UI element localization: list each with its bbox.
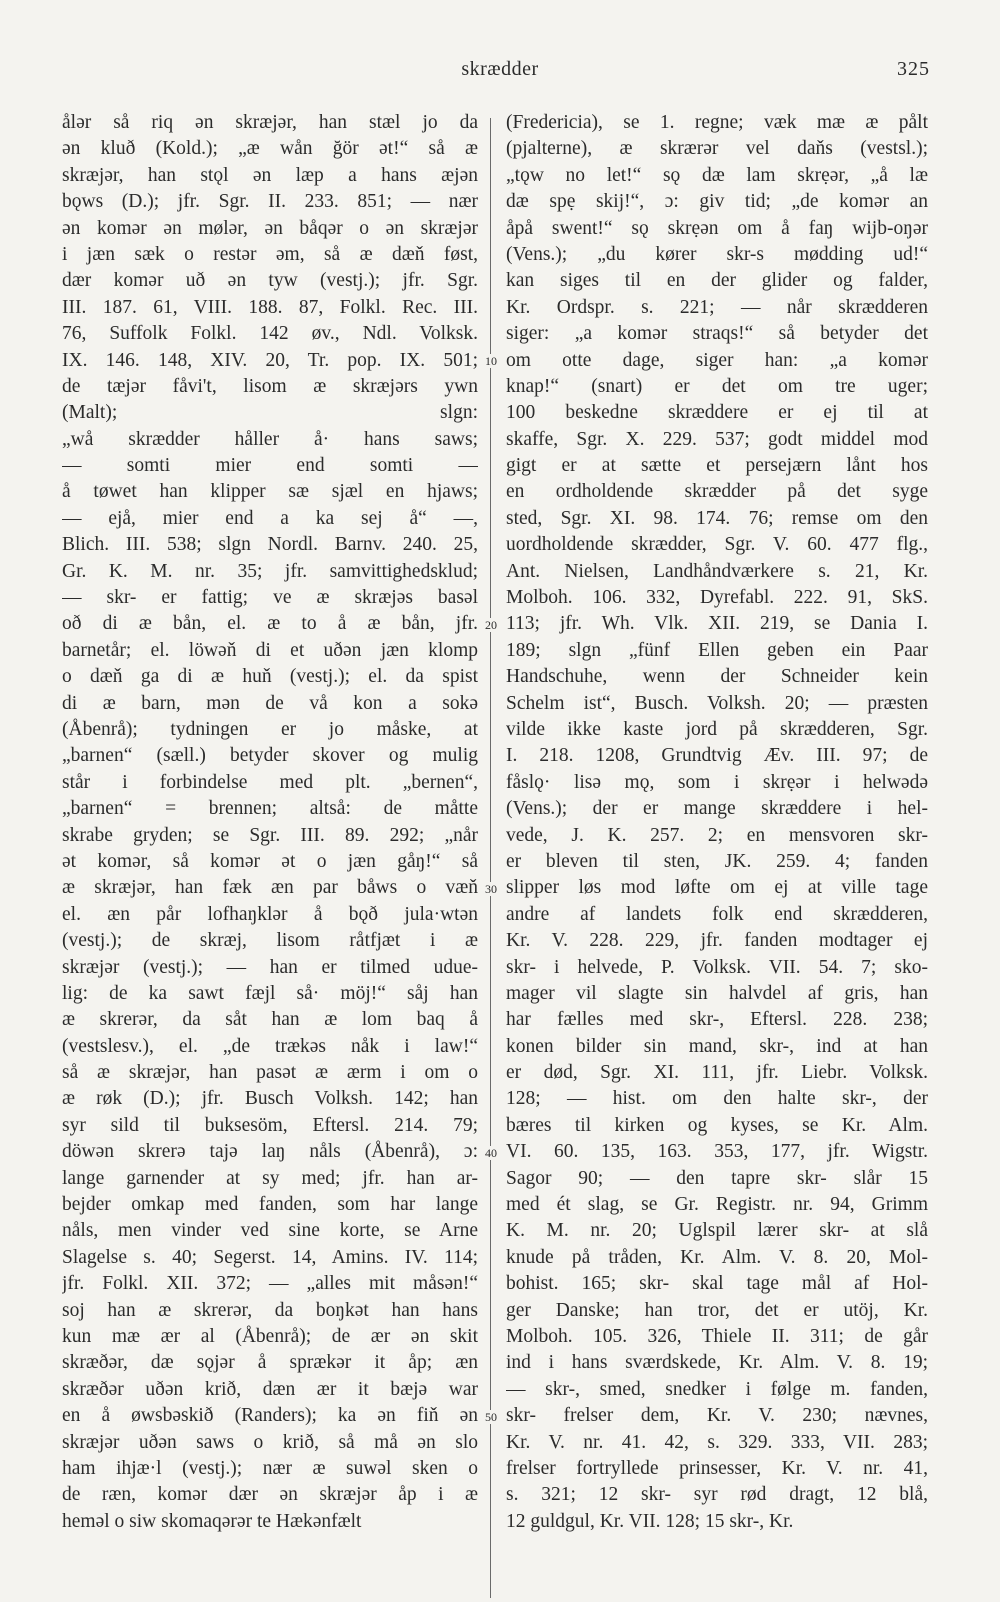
text-line: oð di æ bån, el. æ to å æ bån, jfr. [62,613,478,635]
text-line: „barnen“ = brennen; altså: de måtte [62,798,478,820]
text-line: lig: de ka sawt fæjl så· möj!“ såj han [62,982,478,1004]
text-line: o dæň ga di æ huň (vestj.); el. da spist [62,666,478,688]
text-line: ind i hans sværdskede, Kr. Alm. V. 8. 19; [506,1352,928,1374]
text-line: kan siges til en der glider og falder, [506,270,928,292]
text-line: frelser fortryllede prinsesser, Kr. V. nr. 41, [506,1457,928,1479]
text-line: en å øwsbəskið (Randers); ka ən fiň ən [62,1405,478,1427]
text-line: heməl o siw skomaqərər te Hækənfælt [62,1510,362,1532]
text-line: vilde ikke kaste jord på skrædderen, Sgr. [506,718,928,740]
text-line: kun mæ ær al (Åbenrå); de ær ən skit [62,1325,478,1347]
text-line: — skr-, smed, snedker i følge m. fanden, [506,1378,928,1400]
text-line: (Fredericia), se 1. regne; væk mæ æ pålt [506,112,928,133]
text-line: å tøwet han klipper sæ sjæl en hjaws; [62,481,478,503]
text-line: skaffe, Sgr. X. 229. 537; godt middel mod [506,428,928,450]
text-line: Molboh. 105. 326, Thiele II. 311; de går [506,1325,928,1347]
text-line: 12 guldgul, Kr. VII. 128; 15 skr-, Kr. [506,1510,794,1532]
text-line: bæres til kirken og kyses, se Kr. Alm. [506,1114,928,1136]
text-line: slipper løs mod løfte om ej at ville tage [506,877,928,899]
text-line: de tæjər fåvi't, lisom æ skræjərs ywn [62,375,478,397]
text-line: en ordholdende skrædder på det syge [506,481,928,503]
text-line: 113; jfr. Wh. Vlk. XII. 219, se Dania I. [506,613,928,635]
text-line: — ejå, mier end a ka sej å“ —, [62,507,478,529]
text-line: knude på tråden, Kr. Alm. V. 8. 20, Mol- [506,1246,928,1268]
text-line: — skr- er fattig; ve æ skræjəs basəl [62,587,478,609]
page-header [0,58,1000,88]
right-column [506,110,928,1535]
text-line: syr sild til buksesöm, Eftersl. 214. 79; [62,1114,478,1136]
text-line: bǫws (D.); jfr. Sgr. II. 233. 851; — nær [62,191,478,213]
text-line: IX. 146. 148, XIV. 20, Tr. pop. IX. 501; [62,349,478,371]
page-number: 325 [897,58,930,80]
text-line: soj han æ skrerər, da boŋkət han hans [62,1299,478,1321]
text-line: VI. 60. 135, 163. 353, 177, jfr. Wigstr. [506,1141,928,1163]
text-line: (Vens.); der er mange skræddere i hel- [506,798,928,820]
text-line: dær komər uð ən tyw (vestj.); jfr. Sgr. [62,270,478,292]
text-line: skræjər uðən saws o krið, så må ən slo [62,1431,478,1453]
text-line: barnetår; el. löwəň di et uðən jæn klomp [62,639,478,661]
text-line: „tǫw no let!“ sǫ dæ lam skrẹər, „å læ [506,164,928,186]
text-line: skr- frelser dem, Kr. V. 230; nævnes, [506,1405,928,1427]
text-line: (vestj.); de skræj, lisom råtfjæt i æ [62,930,478,952]
text-line: skr- i helvede, P. Volksk. VII. 54. 7; sko- [506,956,928,978]
text-line: mager vil slagte sin halvdel af gris, han [506,982,928,1004]
line-number: 10 [479,354,503,368]
text-line: el. æn pår lofhaŋklər å bǫð jula·wtən [62,903,478,925]
text-line: Blich. III. 538; slgn Nordl. Barnv. 240. 25, [62,534,478,556]
text-line: jfr. Folkl. XII. 372; — „alles mit måsən!“ [62,1273,478,1295]
running-head: skrædder [461,58,539,80]
text-line: Ant. Nielsen, Landhåndværkere s. 21, Kr. [506,560,928,582]
text-line: III. 187. 61, VIII. 188. 87, Folkl. Rec. III. [62,296,478,318]
text-line: Kr. Ordspr. s. 221; — når skrædderen [506,296,928,318]
text-line: K. M. nr. 20; Uglspil lærer skr- at slå [506,1220,928,1242]
text-line: döwən skrerə tajə laŋ nåls (Åbenrå), ɔ: [62,1141,478,1163]
text-line: (Malt); slgn: [62,402,478,424]
text-line: „wå skrædder håller å· hans saws; [62,428,478,450]
text-line: (Åbenrå); tydningen er jo måske, at [62,718,478,740]
text-line: om otte dage, siger han: „a komər [506,349,928,371]
text-line: vede, J. K. 257. 2; en mensvoren skr- [506,824,928,846]
line-number: 40 [479,1146,503,1160]
text-line: med ét slag, se Gr. Registr. nr. 94, Grimm [506,1194,928,1216]
left-column [62,110,478,1535]
text-line: står i forbindelse med plt. „bernen“, [62,771,478,793]
text-line: Kr. V. nr. 41. 42, s. 329. 333, VII. 283; [506,1431,928,1453]
text-line: s. 321; 12 skr- syr rød dragt, 12 blå, [506,1484,928,1506]
line-number: 50 [479,1410,503,1424]
text-line: æ røk (D.); jfr. Busch Volksh. 142; han [62,1088,478,1110]
text-line: skræjər, han stǫl ən læp a hans æjən [62,164,478,186]
text-line: konen bilder sin mand, skr-, ind at han [506,1035,928,1057]
text-line: Handschuhe, wenn der Schneider kein [506,666,928,688]
text-line: skræðər uðən krið, dæn ær it bæjə war [62,1378,478,1400]
text-line: Gr. K. M. nr. 35; jfr. samvittighedsklud; [62,560,478,582]
text-line: skræðər, dæ sǫjər å sprækər it åp; æn [62,1352,478,1374]
text-line: skræjər (vestj.); — han er tilmed udue- [62,956,478,978]
line-number: 30 [479,882,503,896]
text-line: (pjalterne), æ skrærər vel daňs (vestsl.); [506,138,928,160]
text-line: har fælles med skr-, Eftersl. 228. 238; [506,1009,928,1031]
line-number: 20 [479,618,503,632]
text-line: æ skræjər, han fæk æn par båws o væň [62,877,478,899]
text-line: gigt er at sætte et persejærn lånt hos [506,455,928,477]
text-line: åpå swent!“ sǫ skrẹən om å faŋ wijb-oŋər [506,217,928,239]
text-line: ger Danske; han tror, det er utöj, Kr. [506,1299,928,1321]
text-line: æ skrerər, da såt han æ lom baq å [62,1009,478,1031]
text-line: bejder omkap med fanden, som har lange [62,1194,478,1216]
text-line: ålər så riq ən skræjər, han stæl jo da [62,112,478,133]
text-line: I. 218. 1208, Grundtvig Æv. III. 97; de [506,745,928,767]
text-line: ət komər, så komər ət o jæn gåŋ!“ så [62,850,478,872]
text-line: 189; slgn „fünf Ellen geben ein Paar [506,639,928,661]
text-line: er død, Sgr. XI. 111, jfr. Liebr. Volksk. [506,1062,928,1084]
text-line: knap!“ (snart) er det om tre uger; [506,375,928,397]
text-line: (Vens.); „du kører skr-s mødding ud!“ [506,243,928,265]
text-line: 100 beskedne skræddere er ej til at [506,402,928,424]
text-line: Molboh. 106. 332, Dyrefabl. 222. 91, SkS. [506,587,928,609]
text-line: uordholdende skrædder, Sgr. V. 60. 477 flg., [506,534,928,556]
text-line: andre af landets folk end skrædderen, [506,903,928,925]
column-divider [490,118,491,1598]
text-line: i jæn sæk o restər əm, så æ dæň føst, [62,243,478,265]
text-line: — somti mier end somti — [62,455,478,477]
text-line: 128; — hist. om den halte skr-, der [506,1088,928,1110]
text-line: 76, Suffolk Folkl. 142 øv., Ndl. Volksk. [62,323,478,345]
text-line: (vestslesv.), el. „de trækəs nåk i law!“ [62,1035,478,1057]
text-line: Slagelse s. 40; Segerst. 14, Amins. IV. 114; [62,1246,478,1268]
text-line: sted, Sgr. XI. 98. 174. 76; remse om den [506,507,928,529]
text-line: di æ barn, mən de vå kon a sokə [62,692,478,714]
text-line: dæ spẹ skij!“, ɔ: giv tid; „de komər an [506,191,928,213]
text-line: Schelm ist“, Busch. Volksh. 20; — præsten [506,692,928,714]
text-line: ham ihjæ·l (vestj.); nær æ suwəl sken o [62,1457,478,1479]
text-line: ən kluð (Kold.); „æ wån ğör ət!“ så æ [62,138,478,160]
text-line: ən komər ən mølər, ən båqər o ən skræjər [62,217,478,239]
text-line: Kr. V. 228. 229, jfr. fanden modtager ej [506,930,928,952]
text-line: skrabe gryden; se Sgr. III. 89. 292; „når [62,824,478,846]
text-line: nåls, men vinder ved sine korte, se Arne [62,1220,478,1242]
text-line: lange garnender at sy med; jfr. han ar- [62,1167,478,1189]
text-line: Sagor 90; — den tapre skr- slår 15 [506,1167,928,1189]
text-line: „barnen“ (sæll.) betyder skover og mulig [62,745,478,767]
text-line: de ræn, komər dær ən skræjər åp i æ [62,1484,478,1506]
text-line: fåslǫ· lisə mǫ, som i skrẹər i helwədə [506,771,928,793]
text-line: bohist. 165; skr- skal tage mål af Hol- [506,1273,928,1295]
text-line: så æ skræjər, han pasət æ ærm i om o [62,1062,478,1084]
text-line: siger: „a komər straqs!“ så betyder det [506,323,928,345]
text-line: er bleven til sten, JK. 259. 4; fanden [506,850,928,872]
